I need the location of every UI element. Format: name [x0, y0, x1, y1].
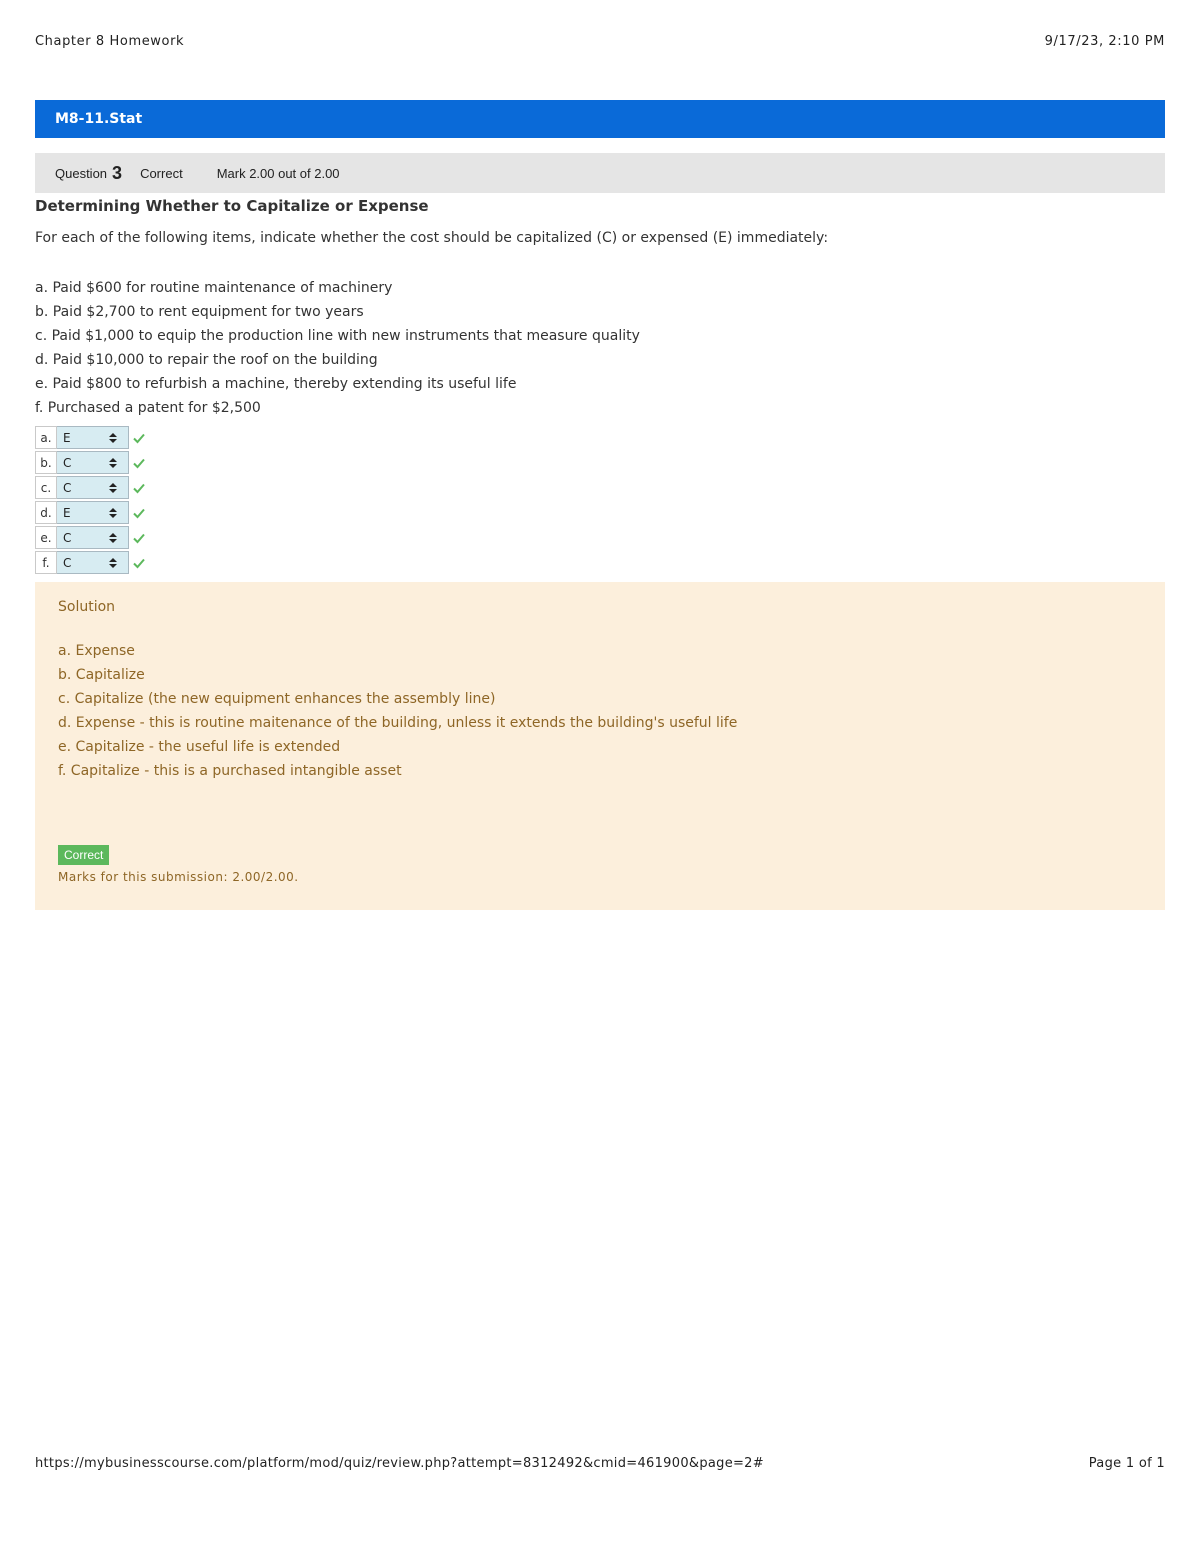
answer-label: b.: [35, 451, 57, 474]
answer-select[interactable]: [57, 501, 129, 524]
page-header-title: Chapter 8 Homework: [35, 34, 185, 49]
check-icon: [131, 480, 147, 496]
answer-table: [35, 425, 147, 575]
answer-selected-value: E: [63, 430, 71, 445]
solution-title: Solution: [58, 599, 116, 615]
answer-row: [35, 525, 147, 550]
question-item: e. Paid $800 to refurbish a machine, thereby extending its useful life: [35, 376, 517, 392]
question-item: a. Paid $600 for routine maintenance of machinery: [35, 280, 393, 296]
question-title: Determining Whether to Capitalize or Expense: [35, 197, 429, 215]
answer-row: [35, 450, 147, 475]
answer-label: c.: [35, 476, 57, 499]
footer-page-number: Page 1 of 1: [1088, 1456, 1165, 1471]
answer-select[interactable]: [57, 551, 129, 574]
question-item-list: [35, 276, 640, 420]
answer-selected-value: C: [63, 480, 72, 495]
section-title: M8-11.Stat: [55, 111, 143, 127]
solution-line: c. Capitalize (the new equipment enhances the assembly line): [58, 691, 496, 707]
select-arrow-icon: [107, 432, 119, 444]
check-icon: [131, 555, 147, 571]
question-item: b. Paid $2,700 to rent equipment for two years: [35, 304, 364, 320]
select-arrow-icon: [107, 507, 119, 519]
answer-select[interactable]: [57, 451, 129, 474]
check-icon: [131, 455, 147, 471]
answer-selected-value: E: [63, 505, 71, 520]
answer-row: [35, 475, 147, 500]
answer-label: d.: [35, 501, 57, 524]
answer-selected-value: C: [63, 455, 72, 470]
check-icon: [131, 505, 147, 521]
answer-label: e.: [35, 526, 57, 549]
answer-label: f.: [35, 551, 57, 574]
answer-label: a.: [35, 426, 57, 449]
question-intro: For each of the following items, indicate whether the cost should be capitalized (C) or expensed (E) immediately:: [35, 230, 829, 246]
answer-row: [35, 500, 147, 525]
answer-select[interactable]: [57, 526, 129, 549]
answer-selected-value: C: [63, 555, 72, 570]
answer-row: [35, 425, 147, 450]
solution-line: f. Capitalize - this is a purchased intangible asset: [58, 763, 402, 779]
solution-line: e. Capitalize - the useful life is extended: [58, 739, 341, 755]
question-label: Question: [55, 165, 108, 181]
question-item: d. Paid $10,000 to repair the roof on the building: [35, 352, 378, 368]
question-number: 3: [112, 162, 123, 183]
question-item: c. Paid $1,000 to equip the production line with new instruments that measure quality: [35, 328, 640, 344]
solution-line: a. Expense: [58, 643, 135, 659]
question-state: Correct: [140, 165, 183, 181]
section-title-bar: [35, 100, 1165, 138]
check-icon: [131, 430, 147, 446]
question-info-bar: [35, 153, 1165, 193]
answer-select[interactable]: [57, 476, 129, 499]
answer-selected-value: C: [63, 530, 72, 545]
select-arrow-icon: [107, 482, 119, 494]
answer-select[interactable]: [57, 426, 129, 449]
check-icon: [131, 530, 147, 546]
solution-panel: [35, 582, 1165, 910]
select-arrow-icon: [107, 557, 119, 569]
correct-badge: Correct: [58, 845, 109, 865]
question-mark: Mark 2.00 out of 2.00: [216, 165, 340, 181]
select-arrow-icon: [107, 457, 119, 469]
answer-row: [35, 550, 147, 575]
solution-line: b. Capitalize: [58, 667, 145, 683]
submission-marks: Marks for this submission: 2.00/2.00.: [58, 870, 299, 884]
question-item: f. Purchased a patent for $2,500: [35, 400, 261, 416]
page-header-datetime: 9/17/23, 2:10 PM: [1044, 34, 1165, 49]
footer-url: https://mybusinesscourse.com/platform/mod/quiz/review.php?attempt=8312492&cmid=461900&page=2#: [35, 1456, 764, 1471]
solution-list: [58, 639, 1142, 783]
select-arrow-icon: [107, 532, 119, 544]
solution-line: d. Expense - this is routine maitenance of the building, unless it extends the building's useful life: [58, 715, 738, 731]
